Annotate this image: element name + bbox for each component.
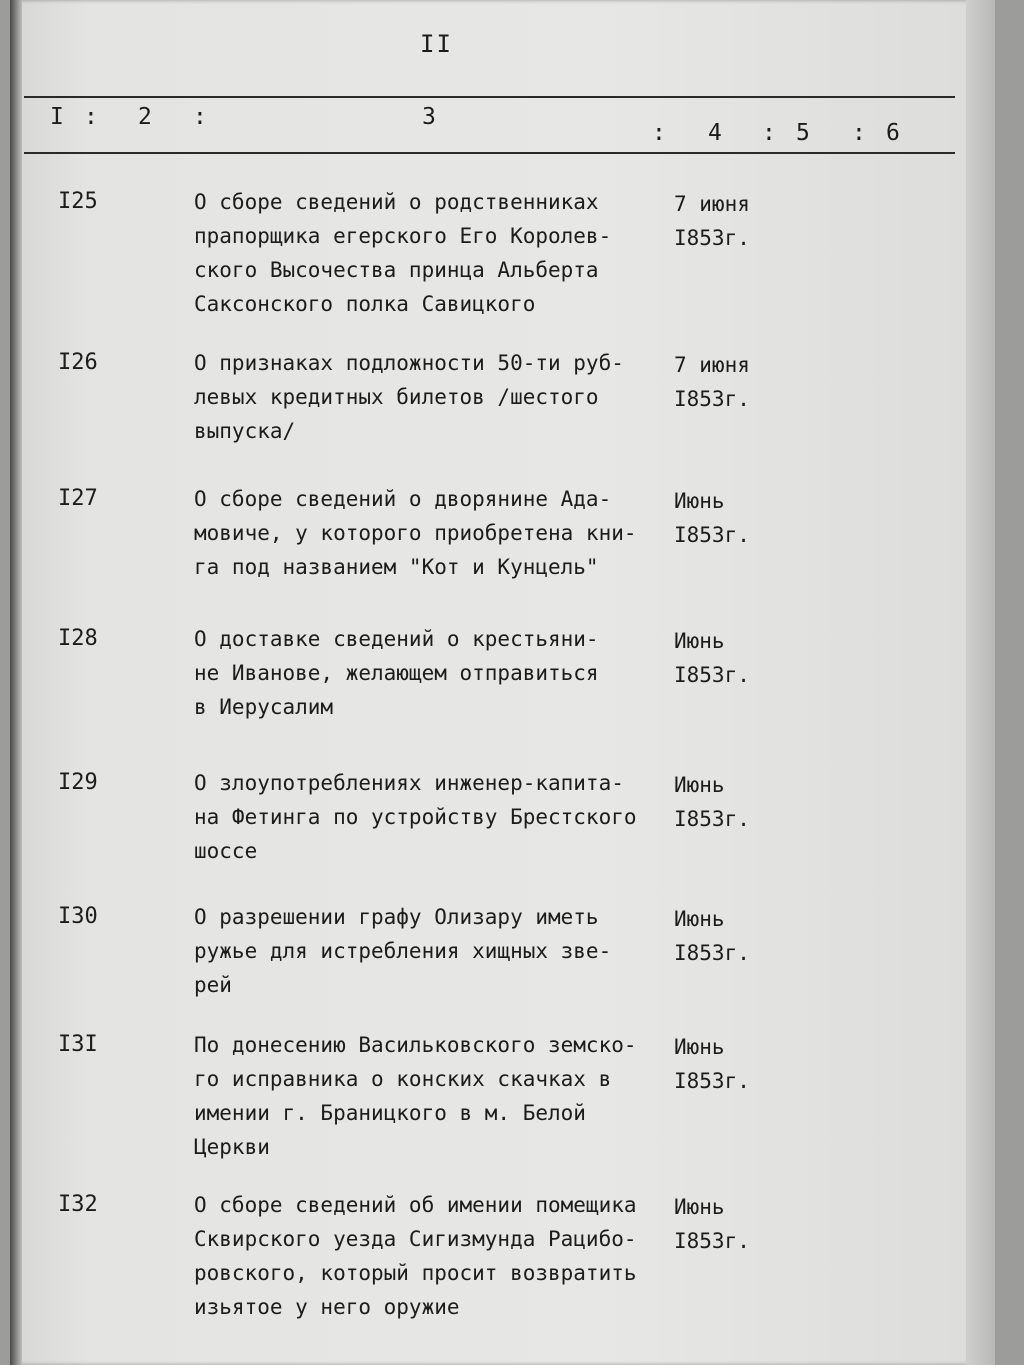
row-date: 7 июня I853г. <box>674 192 750 250</box>
row-number: I30 <box>58 904 98 929</box>
row-title: О доставке сведений о крестьяни- не Иванове, желающем отправиться в Иерусалим <box>194 627 599 719</box>
page-number: II <box>420 30 453 58</box>
row-title: О сборе сведений о родственниках прапорщика егерского Его Королев- ского Высочества принца Альберта Саксонского полка Савицкого <box>194 190 612 316</box>
header-col-1: I <box>50 104 64 130</box>
header-col-3: 3 <box>422 104 436 130</box>
header-sep-5: : <box>852 120 866 146</box>
document-page <box>10 0 995 1365</box>
row-date: Июнь I853г. <box>674 1195 750 1253</box>
header-top-rule <box>24 96 955 98</box>
binding-edge <box>10 0 22 1365</box>
row-date: Июнь I853г. <box>674 1035 750 1093</box>
header-sep-3: : <box>652 120 666 146</box>
row-date: Июнь I853г. <box>674 489 750 547</box>
header-col-5: 5 <box>796 120 810 146</box>
row-number: I28 <box>58 626 98 651</box>
row-title: О разрешении графу Олизару иметь ружье для истребления хищных зве- рей <box>194 905 612 997</box>
row-date: 7 июня I853г. <box>674 353 750 411</box>
header-col-4: 4 <box>708 120 722 146</box>
header-col-2: 2 <box>138 104 152 130</box>
row-number: I26 <box>58 350 98 375</box>
header-sep-2: : <box>193 104 207 130</box>
row-number: I3I <box>58 1032 98 1057</box>
row-title: По донесению Васильковского земско- го исправника о конских скачках в имении г. Браницкого в м. Белой Церкви <box>194 1033 637 1159</box>
row-number: I25 <box>58 189 98 214</box>
row-title: О признаках подложности 50-ти руб- левых кредитных билетов /шестого выпуска/ <box>194 351 624 443</box>
page-margin-strip <box>966 0 995 1365</box>
header-bottom-rule <box>24 152 955 154</box>
header-sep-4: : <box>762 120 776 146</box>
row-title: О сборе сведений об имении помещика Сквирского уезда Сигизмунда Рацибо- ровского, который просит возвратить изьятое у него оружие <box>194 1193 637 1319</box>
row-date: Июнь I853г. <box>674 907 750 965</box>
row-number: I32 <box>58 1192 98 1217</box>
header-col-6: 6 <box>886 120 900 146</box>
row-title: О злоупотреблениях инженер-капита- на Фетинга по устройству Брестского шоссе <box>194 771 637 863</box>
header-sep-1: : <box>84 104 98 130</box>
row-number: I27 <box>58 486 98 511</box>
row-number: I29 <box>58 770 98 795</box>
row-date: Июнь I853г. <box>674 773 750 831</box>
row-title: О сборе сведений о дворянине Ада- мовиче, у которого приобретена кни- га под названием "Кот и Кунцель" <box>194 487 637 579</box>
row-date: Июнь I853г. <box>674 629 750 687</box>
